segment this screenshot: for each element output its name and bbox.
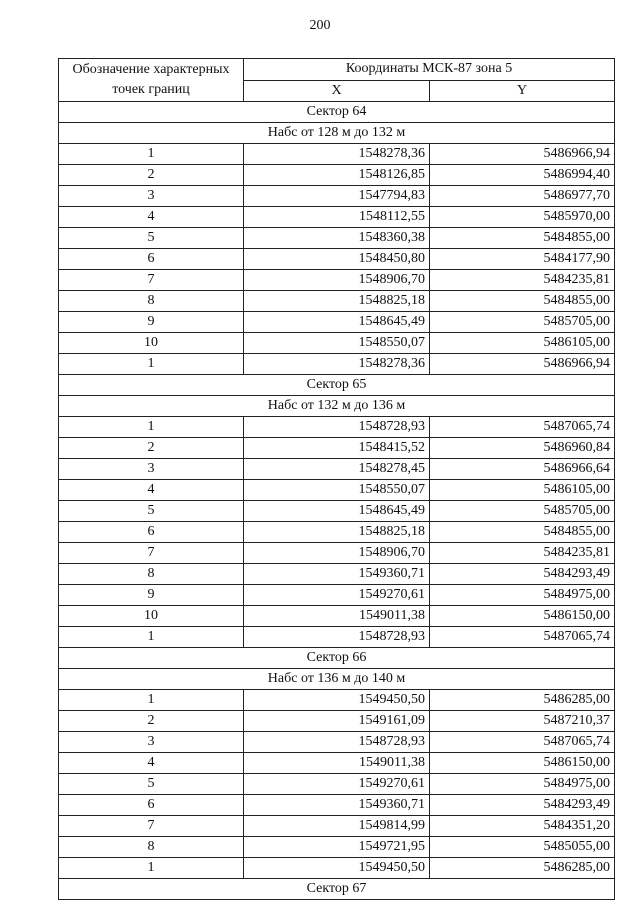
point-number: 1: [59, 144, 244, 165]
coord-y: 5485055,00: [430, 837, 615, 858]
table-row: [59, 564, 615, 585]
point-number: 4: [59, 753, 244, 774]
coord-y: 5484855,00: [430, 522, 615, 543]
coord-x: 1549011,38: [244, 753, 430, 774]
coord-x: 1548906,70: [244, 543, 430, 564]
coord-y: 5484235,81: [430, 270, 615, 291]
point-number: 8: [59, 291, 244, 312]
coord-x: 1548728,93: [244, 417, 430, 438]
table-row: [59, 837, 615, 858]
coord-x: 1549450,50: [244, 858, 430, 879]
sector-row: [59, 375, 615, 396]
coord-x: 1549270,61: [244, 585, 430, 606]
point-number: 10: [59, 606, 244, 627]
coord-x: 1549450,50: [244, 690, 430, 711]
page-number: 200: [309, 18, 331, 33]
coord-y: 5487065,74: [430, 627, 615, 648]
table-header-row: [59, 59, 615, 81]
table-row: [59, 753, 615, 774]
point-number: 3: [59, 186, 244, 207]
point-number: 2: [59, 711, 244, 732]
coord-y: 5484235,81: [430, 543, 615, 564]
coord-y: 5486966,94: [430, 144, 615, 165]
coordinates-table-body: [59, 59, 615, 900]
coord-y: 5484855,00: [430, 291, 615, 312]
sector-title: Сектор 65: [59, 375, 615, 396]
coord-x: 1548278,45: [244, 459, 430, 480]
table-row: [59, 732, 615, 753]
point-number: 1: [59, 417, 244, 438]
coord-y: 5486150,00: [430, 753, 615, 774]
table-row: [59, 858, 615, 879]
point-number: 9: [59, 585, 244, 606]
point-number: 8: [59, 837, 244, 858]
table-row: [59, 333, 615, 354]
coord-y: 5486150,00: [430, 606, 615, 627]
point-number: 8: [59, 564, 244, 585]
coord-x: 1548112,55: [244, 207, 430, 228]
point-number: 7: [59, 270, 244, 291]
coord-y: 5487065,74: [430, 732, 615, 753]
point-number: 6: [59, 795, 244, 816]
coord-y: 5486285,00: [430, 690, 615, 711]
point-number: 4: [59, 207, 244, 228]
coord-y: 5486994,40: [430, 165, 615, 186]
header-coordinate-system: Координаты МСК-87 зона 5: [244, 59, 615, 81]
point-number: 3: [59, 459, 244, 480]
sector-title: Сектор 67: [59, 879, 615, 900]
coord-x: 1548126,85: [244, 165, 430, 186]
coord-x: 1549814,99: [244, 816, 430, 837]
coord-x: 1548415,52: [244, 438, 430, 459]
coord-y: 5486285,00: [430, 858, 615, 879]
coord-x: 1547794,83: [244, 186, 430, 207]
coord-y: 5484351,20: [430, 816, 615, 837]
coord-y: 5486105,00: [430, 480, 615, 501]
point-number: 3: [59, 732, 244, 753]
height-range-row: [59, 123, 615, 144]
table-row: [59, 711, 615, 732]
table-row: [59, 774, 615, 795]
point-number: 9: [59, 312, 244, 333]
coord-y: 5485705,00: [430, 501, 615, 522]
table-row: [59, 165, 615, 186]
table-row: [59, 438, 615, 459]
point-number: 2: [59, 165, 244, 186]
point-number: 7: [59, 543, 244, 564]
table-row: [59, 207, 615, 228]
table-row: [59, 270, 615, 291]
coord-x: 1549721,95: [244, 837, 430, 858]
height-range-row: [59, 396, 615, 417]
point-number: 7: [59, 816, 244, 837]
coord-y: 5486977,70: [430, 186, 615, 207]
point-number: 10: [59, 333, 244, 354]
point-number: 4: [59, 480, 244, 501]
sector-row: [59, 879, 615, 900]
sector-title: Сектор 64: [59, 102, 615, 123]
height-range-row: [59, 669, 615, 690]
point-number: 5: [59, 774, 244, 795]
coord-x: 1548728,93: [244, 732, 430, 753]
point-number: 6: [59, 249, 244, 270]
header-point-label: Обозначение характерных точек границ: [59, 59, 244, 102]
point-number: 5: [59, 228, 244, 249]
coord-x: 1548450,80: [244, 249, 430, 270]
height-range: Набс от 132 м до 136 м: [59, 396, 615, 417]
coord-y: 5486960,84: [430, 438, 615, 459]
table-row: [59, 795, 615, 816]
height-range: Набс от 128 м до 132 м: [59, 123, 615, 144]
sector-title: Сектор 66: [59, 648, 615, 669]
sector-row: [59, 648, 615, 669]
coord-y: 5484177,90: [430, 249, 615, 270]
sector-row: [59, 102, 615, 123]
point-number: 6: [59, 522, 244, 543]
point-number: 5: [59, 501, 244, 522]
coord-y: 5487210,37: [430, 711, 615, 732]
coord-y: 5486966,64: [430, 459, 615, 480]
table-row: [59, 417, 615, 438]
coord-y: 5486105,00: [430, 333, 615, 354]
table-row: [59, 816, 615, 837]
coord-x: 1549161,09: [244, 711, 430, 732]
coord-x: 1548825,18: [244, 291, 430, 312]
coordinates-table: [58, 58, 615, 900]
table-row: [59, 291, 615, 312]
table-row: [59, 543, 615, 564]
table-row: [59, 144, 615, 165]
table-row: [59, 186, 615, 207]
coord-x: 1548645,49: [244, 312, 430, 333]
coord-x: 1549270,61: [244, 774, 430, 795]
coord-y: 5485705,00: [430, 312, 615, 333]
coord-x: 1548360,38: [244, 228, 430, 249]
table-row: [59, 459, 615, 480]
coord-x: 1549360,71: [244, 795, 430, 816]
table-row: [59, 627, 615, 648]
coord-x: 1548906,70: [244, 270, 430, 291]
coord-y: 5485970,00: [430, 207, 615, 228]
header-x: X: [244, 80, 430, 102]
coord-y: 5484855,00: [430, 228, 615, 249]
table-row: [59, 354, 615, 375]
table-row: [59, 606, 615, 627]
table-row: [59, 312, 615, 333]
point-number: 1: [59, 627, 244, 648]
coord-x: 1548278,36: [244, 144, 430, 165]
coord-x: 1548825,18: [244, 522, 430, 543]
coord-y: 5487065,74: [430, 417, 615, 438]
coord-x: 1549360,71: [244, 564, 430, 585]
coord-y: 5484975,00: [430, 774, 615, 795]
coord-y: 5484975,00: [430, 585, 615, 606]
table-row: [59, 690, 615, 711]
point-number: 2: [59, 438, 244, 459]
coord-x: 1549011,38: [244, 606, 430, 627]
coord-x: 1548278,36: [244, 354, 430, 375]
coord-x: 1548550,07: [244, 480, 430, 501]
coord-y: 5484293,49: [430, 564, 615, 585]
header-y: Y: [430, 80, 615, 102]
table-row: [59, 522, 615, 543]
table-row: [59, 249, 615, 270]
height-range: Набс от 136 м до 140 м: [59, 669, 615, 690]
coord-x: 1548550,07: [244, 333, 430, 354]
point-number: 1: [59, 354, 244, 375]
coord-x: 1548728,93: [244, 627, 430, 648]
table-row: [59, 501, 615, 522]
coord-x: 1548645,49: [244, 501, 430, 522]
coord-y: 5484293,49: [430, 795, 615, 816]
table-row: [59, 480, 615, 501]
point-number: 1: [59, 858, 244, 879]
coord-y: 5486966,94: [430, 354, 615, 375]
table-row: [59, 228, 615, 249]
point-number: 1: [59, 690, 244, 711]
table-row: [59, 585, 615, 606]
